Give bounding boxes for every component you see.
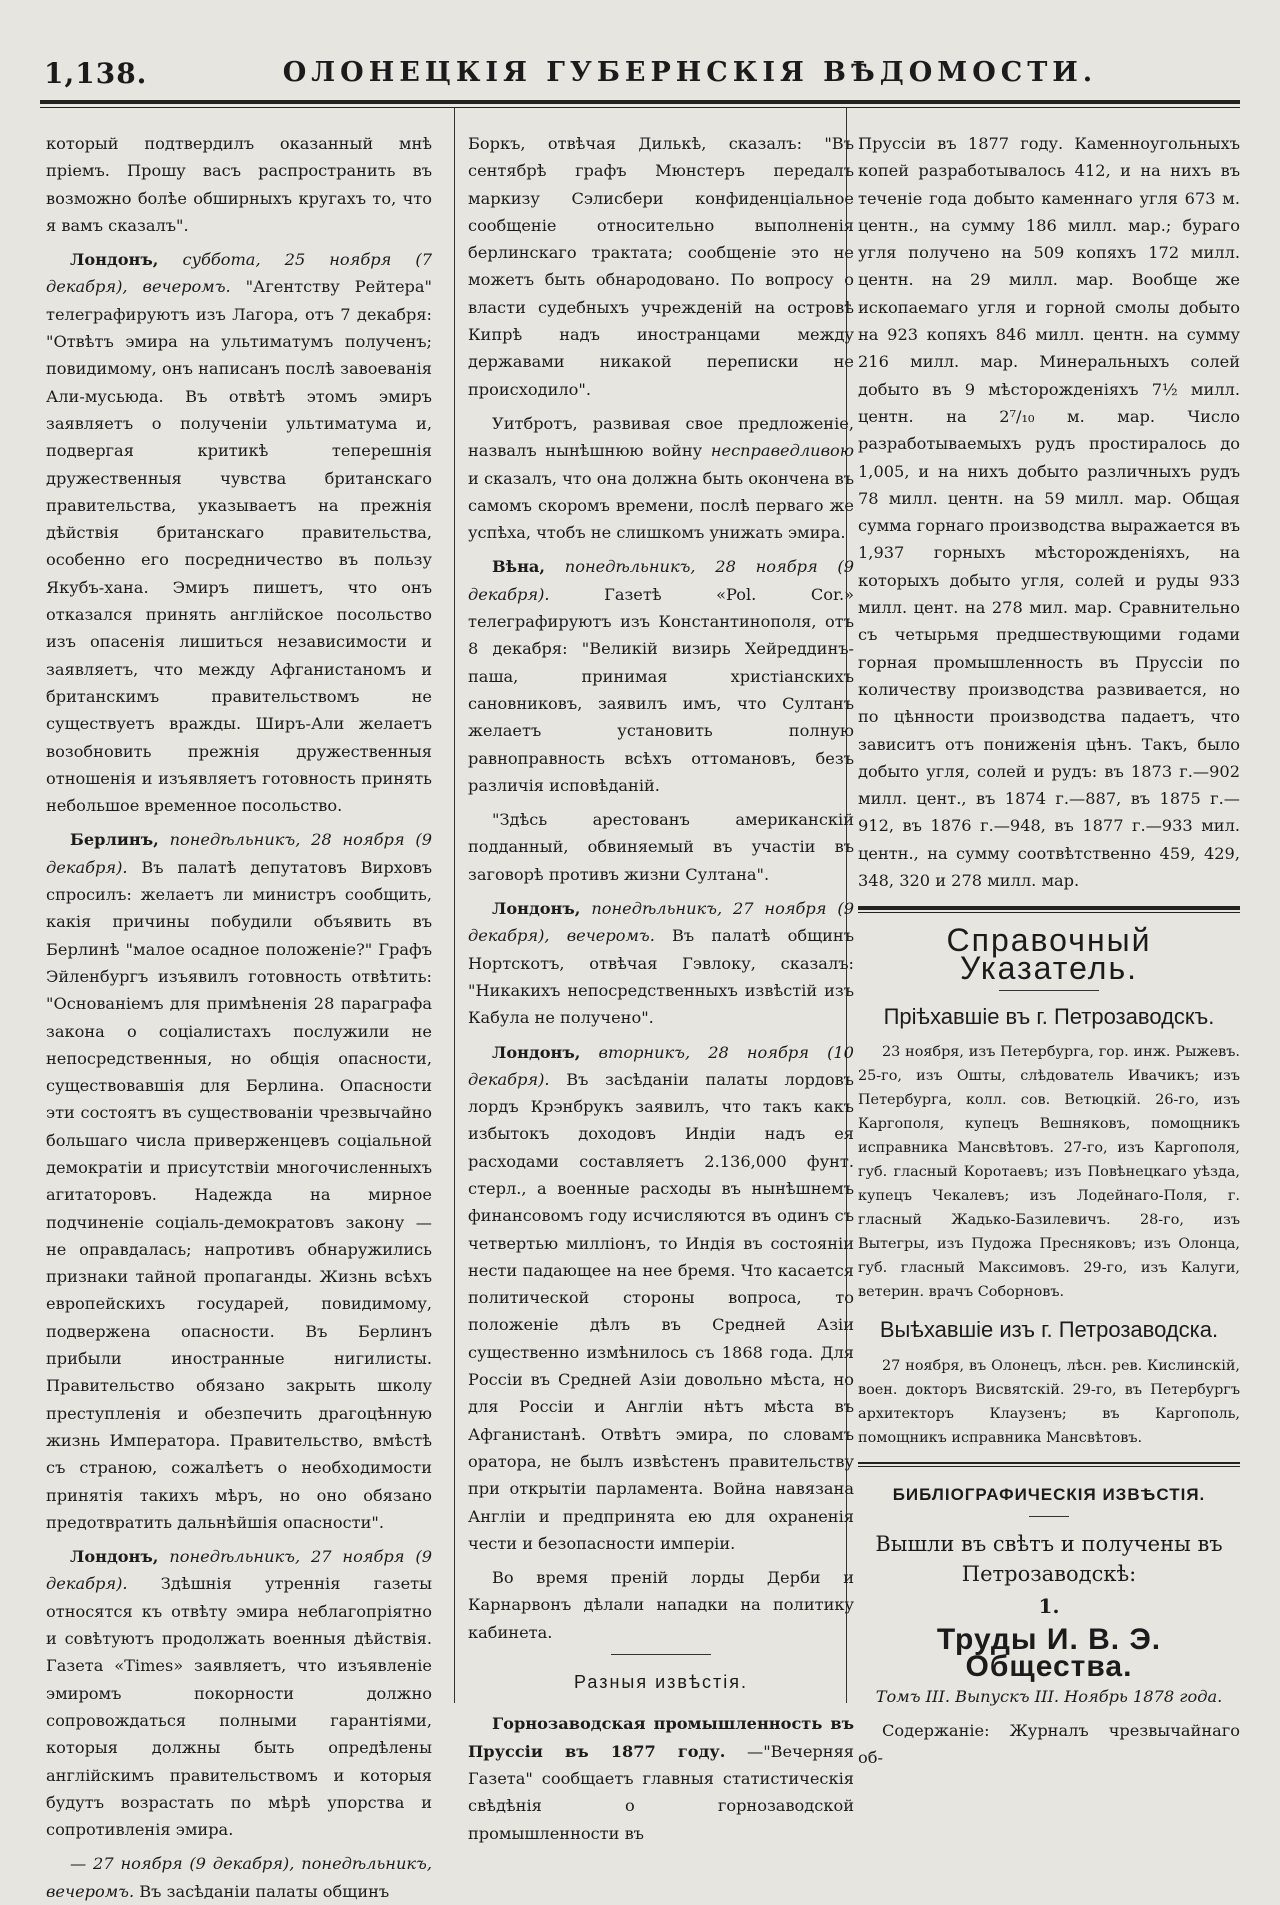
section-rule (858, 906, 1240, 913)
dateline-city: Лондонъ, (492, 1042, 581, 1062)
news-text: Газетѣ «Pol. Cor.» телеграфируютъ изъ Константинополя, отъ 8 декабря: "Великій визирь Хейреддинъ-паша, принимая христіанскихъ сановниковъ, заявилъ имъ, что Султанъ желаетъ установить полную равноправность всѣхъ оттомановъ, безъ различія исповѣданій. (468, 584, 854, 795)
item-number: 1. (1038, 1593, 1060, 1618)
news-text: Въ засѣданіи палаты лордовъ лордъ Крэнбрукъ заявилъ, что такъ какъ избытокъ доходовъ Индіи надъ ея расходами составляетъ 2.136,000 фунт. стерл., а военные расходы въ нынѣшнемъ финансовомъ году исчисляются въ одинъ съ четвертью милліонъ, то Индія въ состояніи нести падающее на нее бремя. Что касается политической стороны вопроса, то положеніе дѣлъ въ Средней Азіи существенно измѣнилось съ 1868 года. Для Россіи въ Средней Азіи довольно мѣста, но для Россіи и Англіи нѣтъ мѣста въ Афганистанѣ. Отвѣтъ эмира, по словамъ оратора, не былъ извѣстенъ правительству при открытіи парламента. Война навязана Англіи и предпринята ею для охраненія чести и безопасности имперіи. (468, 1069, 854, 1553)
header-rule (40, 100, 1240, 108)
dateline-date: понедѣльникъ, 28 ноября (9 декабря). (46, 830, 432, 877)
news-item (46, 826, 432, 1536)
dateline-city: Вѣна, (492, 557, 546, 577)
dateline-city: Лондонъ, (70, 1547, 159, 1567)
newspaper-header (40, 55, 1240, 105)
bibliography-title: БИБЛІОГРАФИЧЕСКІЯ ИЗВѢСТІЯ. (892, 1484, 1206, 1504)
news-text: Здѣшнія утреннія газеты относятся къ отвѣту эмира неблагопріятно и совѣтуютъ продолжать военныя дѣйствія. Газета «Times» заявляетъ, что изъявленіе эмиромъ покорности должно сопровождаться полными гарантіями, которыя должны быть опредѣлены англійскимъ правительствомъ и которыя будутъ возрастать по мѣрѣ упорства и сопротивленія эмира. (46, 1574, 432, 1840)
news-text: "Агентству Рейтера" телеграфируютъ изъ Лагора, отъ 7 декабря: "Отвѣтъ эмира на ультиматумъ полученъ; повидимому, онъ написанъ послѣ завоеванія Али-мусьюда. Въ отвѣтѣ этомъ эмиръ заявляетъ о полученіи ультиматума и, подвергая критикѣ теперешнія дружественныя чувства британскаго правительства, указываетъ на прежнія дѣйствія британскаго правительства, особенно его посредничество въ пользу Якубъ-хана. Эмиръ пишетъ, что онъ отказался принять англійское посольство изъ опасенія лишиться независимости и заявляетъ, что между Афганистаномъ и британскимъ правительствомъ не существуетъ вражды. Ширъ-Али желаетъ возобновить прежнія дружественныя отношенія и изъявляетъ готовность принять небольшое временное посольство. (46, 277, 432, 816)
newspaper-title: ОЛОНЕЦКІЯ ГУБЕРНСКІЯ ВѢДОМОСТИ. (282, 57, 1098, 88)
article-heading: Горнозаводская промышленность въ Пруссіи въ 1877 году. (468, 1714, 854, 1761)
dateline-city: Берлинъ, (70, 830, 159, 850)
dateline-date: — 27 ноября (9 декабря), понедѣльникъ, вечеромъ. (46, 1854, 432, 1901)
dateline-date: понедѣльникъ, 27 ноября (9 декабря). (46, 1547, 432, 1594)
news-text: Въ засѣданіи палаты общинъ (139, 1881, 390, 1901)
emphasis: несправедливою (710, 441, 854, 461)
news-text: Въ палатѣ депутатовъ Вирховъ спросилъ: желаетъ ли министръ сообщить, какія причины побудили объявить въ Берлинѣ "малое осадное положеніе?" Графъ Эйленбургъ изъявилъ готовность отвѣтить: "Основаніемъ для примѣненія 28 параграфа закона о соціалистахъ послужили не непосредственныя, но общія опасности, существовавшія для Берлина. Опасности эти состоятъ въ существованіи чрезвычайно большаго числа приверженцевъ соціальной демократіи и присутствіи многочисленныхъ агитаторовъ. Надежда на мирное подчиненіе соціаль-демократовъ закону — не оправдалась; напротивъ обнаружились признаки тайной пропаганды. Жизнь всѣхъ европейскихъ государей, повидимому, подвержена опасности. Въ Берлинъ прибыли иностранные нигилисты. Правительство обязано закрыть школу преступленія и обезпечить драгоцѣнную жизнь Императора. Правительство, вмѣстѣ съ страною, сожалѣетъ о необходимости принятія такихъ мѣръ, но оно обязано предотвратить дальнѣйшія опасности". (46, 857, 432, 1532)
reference-index-title: Справочный Указатель. (946, 922, 1152, 986)
page-number: 1,138. (44, 57, 148, 90)
departures-title: Выѣхавшіе изъ г. Петрозаводска. (879, 1317, 1219, 1343)
paragraph: который подтвердилъ оказанный мнѣ пріемъ. Прошу васъ распространить въ возможно болѣе обширныхъ кругахъ то, что я вамъ сказалъ". (46, 134, 432, 235)
section-title: Разныя извѣстія. (574, 1672, 748, 1693)
separator-rule (1029, 1516, 1069, 1517)
news-item (468, 1710, 854, 1846)
section-rule (858, 1462, 1240, 1467)
arrivals-list: 23 ноября, изъ Петербурга, гор. инж. Рыжевъ. 25-го, изъ Ошты, слѣдователь Ивачикъ; изъ Петербурга, колл. сов. Ветюцкій. 26-го, изъ Каргополя, купецъ Вешняковъ, помощникъ исправника Мансвѣтовъ. 27-го, изъ Каргополя, губ. гласный Коротаевъ; изъ Повѣнецкаго уѣзда, купецъ Чекалевъ; изъ Лодейнаго-Поля, г. гласный Жадько-Базилевичъ. 28-го, изъ Вытегры, изъ Пудожа Пресняковъ; изъ Олонца, губ. гласный Максимовъ. 29-го, изъ Калуги, ветерин. врачъ Соборновъ. (858, 1044, 1240, 1301)
news-item (46, 1850, 432, 1905)
paragraph: "Здѣсь арестованъ американскій подданный, обвиняемый въ участіи въ заговорѣ противъ жизни Султана". (468, 810, 854, 884)
dateline-date: понедѣльникъ, 28 ноября (9 декабря). (468, 557, 855, 604)
dateline-date: понедѣльникъ, 27 ноября (9 декабря), вечеромъ. (468, 899, 854, 946)
news-item (468, 1039, 854, 1558)
column-divider (454, 108, 455, 1703)
separator-rule (999, 990, 1099, 991)
dateline-date: вторникъ, 28 ноября (10 декабря). (468, 1042, 854, 1089)
news-item (46, 1543, 432, 1843)
book-volume: Томъ III. Выпускъ III. Ноябрь 1878 года. (875, 1686, 1223, 1706)
news-text: —"Вечерняя Газета" сообщаетъ главныя статистическія свѣдѣнія о горнозаводской промышленности въ (468, 1741, 854, 1843)
paragraph: Пруссіи въ 1877 году. Каменноугольныхъ копей разработывалось 412, и на нихъ въ теченіе года добыто каменнаго угля 673 м. центн., на сумму 186 милл. мар.; бураго угля получено на 509 копяхъ 172 милл. центн. на 29 милл. мар. Вообще же ископаемаго угля и горной смолы добыто на 923 копяхъ 846 милл. центн. на сумму 216 милл. мар. Минеральныхъ солей добыто въ 9 мѣсторожденіяхъ 7½ милл. центн. на 2⁷/₁₀ м. мар. Число разработываемыхъ рудъ простиралось до 1,005, и на нихъ добыто различныхъ рудъ 78 милл. центн. на 59 милл. мар. Общая сумма горнаго производства выражается въ 1,937 горныхъ мѣсторожденіяхъ, на которыхъ добыто угля, солей и руды 933 милл. цент. на 278 мил. мар. Сравнительно съ четырьмя предшествующими годами горная промышленность въ Пруссіи по количеству производства развивается, но по цѣнности производства падаетъ, что зависитъ отъ пониженія цѣнъ. Такъ, было добыто угля, солей и рудъ: въ 1873 г.—902 милл. цент., въ 1874 г.—887, въ 1875 г.—912, въ 1876 г.—948, въ 1877 г.—933 мил. центн., на сумму соотвѣтственно 459, 429, 348, 320 и 278 милл. мар. (858, 134, 1240, 891)
paragraph: Боркъ, отвѣчая Дилькѣ, сказалъ: "Въ сентябрѣ графъ Мюнстеръ передалъ маркизу Сэлисбери конфиденціальное сообщеніе относительно выполненія берлинскаго трактата; сообщеніе это не можетъ быть обнародовано. По вопросу о власти судебныхъ учрежденій на островѣ Кипрѣ надъ иностранцами между державами никакой переписки не происходило". (468, 134, 854, 399)
news-item (468, 553, 854, 799)
news-item (46, 246, 432, 819)
separator-rule (611, 1654, 711, 1655)
paragraph: Во время преній лорды Дерби и Карнарвонъ дѣлали нападки на политику кабинета. (468, 1568, 854, 1642)
bibliography-announce: Вышли въ свѣтъ и получены въ Петрозаводскѣ: (875, 1531, 1223, 1586)
dateline-city: Лондонъ, (70, 250, 159, 270)
departures-list: 27 ноября, въ Олонецъ, лѣсн. рев. Кислинскій, воен. докторъ Висвятскій. 29-го, въ Петербургъ архитекторъ Клаузенъ; въ Каргополь, помощникъ исправника Мансвѣтовъ. (858, 1357, 1240, 1446)
paragraph (468, 410, 854, 546)
arrivals-title: Пріѣхавшіе въ г. Петрозаводскъ. (883, 1003, 1215, 1029)
book-contents: Содержаніе: Журналъ чрезвычайнаго об- (858, 1720, 1240, 1768)
book-title: Труды И. В. Э. Общества. (936, 1623, 1162, 1684)
column-1 (46, 130, 433, 1901)
paragraph-text: Уитбротъ, развивая свое предложеніе, назвалъ нынѣшнюю войну (468, 413, 854, 461)
dateline-city: Лондонъ, (492, 899, 581, 919)
news-text: Въ палатѣ общинъ Нортскотъ, отвѣчая Гэвлоку, сказалъ: "Никакихъ непосредственныхъ извѣстій изъ Кабула не получено". (468, 926, 854, 1028)
dateline-date: суббота, 25 ноября (7 декабря), вечеромъ. (46, 250, 433, 297)
news-item (468, 895, 854, 1031)
column-3 (858, 130, 1240, 1768)
column-2 (468, 130, 855, 1843)
paragraph-text: и сказалъ, что она должна быть окончена въ самомъ скоромъ времени, послѣ перваго же успѣха, чтобъ не слишкомъ унижать эмира. (468, 468, 854, 543)
